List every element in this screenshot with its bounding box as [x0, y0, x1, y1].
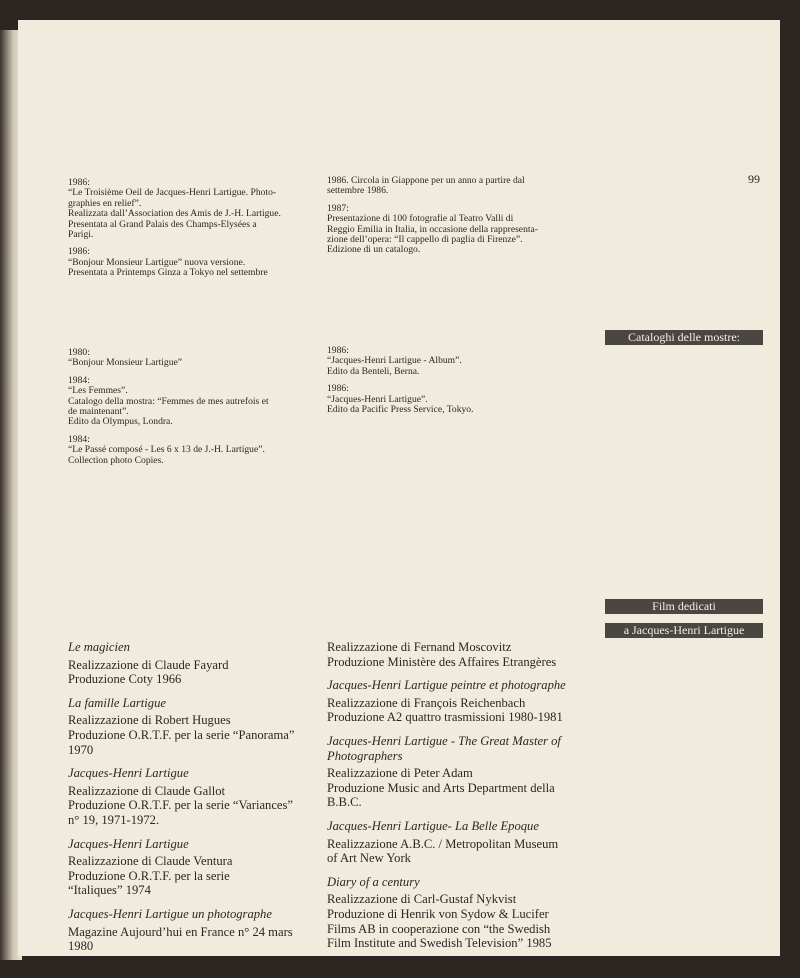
entry-title: Jacques-Henri Lartigue un photographe [68, 906, 272, 921]
entry-line: Produzione Music and Arts Department della [327, 780, 555, 795]
films-right [327, 640, 582, 960]
entry [68, 837, 323, 898]
entry-line: Realizzazione di Claude Ventura [68, 854, 233, 869]
entry-line: 1984: [68, 374, 90, 386]
entry-line: “Le Passé composé - Les 6 x 13 de J.-H. Lartigue”. [68, 444, 265, 456]
entry [327, 176, 577, 197]
entry-line: “Italiques” 1974 [68, 883, 151, 898]
entry-line: Produzione Coty 1966 [68, 672, 182, 687]
entry-line: “Le Troisième Oeil de Jacques-Henri Lartigue. Photo- [68, 187, 277, 199]
entry-line: “Bonjour Monsieur Lartigue” [68, 357, 183, 369]
entry-line: 1986. Circola in Giappone per un anno a partire dal [327, 175, 525, 186]
entry-line: “Les Femmes”. [68, 385, 128, 397]
entry [68, 696, 323, 757]
exhibitions-left [68, 178, 318, 286]
entry-line: Presentazione di 100 fotografie al Teatro Valli di [327, 213, 514, 225]
entry-line: 1984: [68, 433, 90, 445]
entry-line: zione dell’opera: “Il cappello di paglia di Firenze”. [327, 234, 523, 246]
entry [327, 875, 582, 951]
entry-title: Jacques-Henri Lartigue peintre et photographe [327, 678, 566, 693]
entry-line: of Art New York [327, 851, 411, 866]
page-number: 99 [748, 172, 760, 186]
entry-line: Realizzazione di Robert Hugues [68, 713, 231, 728]
entry [327, 346, 577, 377]
entry-title: Le magicien [68, 640, 130, 654]
entry-line: B.B.C. [327, 795, 362, 810]
entry-line: Presentata al Grand Palais des Champs-Elysées a [68, 218, 257, 230]
entry-line: de maintenant”. [68, 406, 129, 418]
entry [327, 204, 577, 256]
entry-title: Diary of a century [327, 874, 420, 889]
entry-line: Produzione Ministère des Affaires Etrangères [327, 654, 557, 669]
entry-line: Magazine Aujourd’hui en France n° 24 mars [68, 924, 293, 939]
entry-line: 1986: [68, 246, 90, 258]
entry-title: Jacques-Henri Lartigue [68, 766, 189, 781]
scan-border [780, 20, 800, 978]
entry-line: Realizzata dall’Association des Amis de J.-H. Lartigue. [68, 208, 281, 220]
section-label-cataloghi: Cataloghi delle mostre: [605, 330, 763, 345]
entry-title: Photographers [327, 748, 403, 763]
entry-title: Jacques-Henri Lartigue- La Belle Epoque [327, 818, 539, 833]
entry-line: Reggio Emilia in Italia, in occasione della rappresenta- [327, 223, 538, 235]
entry-line: Realizzazione di François Reichenbach [327, 695, 526, 710]
entry [327, 819, 582, 866]
entry-line: Realizzazione di Claude Gallot [68, 783, 226, 798]
entry-line: 1986: [68, 177, 90, 188]
entry-line: Realizzazione di Carl-Gustaf Nykvist [327, 892, 517, 907]
section-label-film-subject: a Jacques-Henri Lartigue [605, 623, 763, 638]
entry-line: Catalogo della mostra: “Femmes de mes autrefois et [68, 395, 269, 407]
films-left [68, 640, 323, 963]
entry [68, 907, 323, 954]
entry-line: Produzione O.R.T.F. per la serie [68, 868, 230, 883]
entry-line: 1987: [327, 202, 349, 214]
exhibitions-right [327, 176, 577, 263]
entry-line: Produzione A2 quattro trasmissioni 1980-1981 [327, 710, 563, 725]
entry-line: 1970 [68, 742, 94, 757]
entry-title: Jacques-Henri Lartigue - The Great Master of [327, 733, 561, 748]
entry-line: 1986: [327, 345, 349, 356]
entry [68, 348, 318, 369]
section-label-film: Film dedicati [605, 599, 763, 614]
entry [68, 178, 318, 240]
entry-line: 1980 [68, 939, 94, 954]
entry-title: Jacques-Henri Lartigue [68, 836, 189, 851]
entry-line: Edito da Benteli, Berna. [327, 365, 420, 377]
entry-line: 1980: [68, 347, 90, 358]
entry-line: Film Institute and Swedish Television” 1985 [327, 936, 552, 951]
entry [327, 640, 582, 669]
entry [327, 734, 582, 810]
catalogues-left [68, 348, 318, 473]
entry [68, 435, 318, 466]
entry [327, 678, 582, 725]
entry-line: n° 19, 1971-1972. [68, 812, 160, 827]
entry-line: Produzione O.R.T.F. per la serie “Panorama” [68, 727, 295, 742]
entry-line: Collection photo Copies. [68, 454, 164, 466]
entry-line: Films AB in cooperazione con “the Swedish [327, 921, 551, 936]
catalogues-right [327, 346, 577, 422]
entry-line: Realizzazione di Claude Fayard [68, 657, 229, 672]
entry-line: graphies en relief”. [68, 197, 142, 209]
entry-title: La famille Lartigue [68, 695, 166, 710]
entry [68, 376, 318, 428]
entry-line: Edito da Olympus, Londra. [68, 416, 173, 428]
entry-line: Edizione di un catalogo. [327, 244, 421, 256]
entry [68, 247, 318, 278]
entry-line: Presentata a Printemps Ginza a Tokyo nel settembre [68, 267, 268, 279]
entry-line: “Bonjour Monsieur Lartigue” nuova versione. [68, 256, 246, 268]
entry [327, 384, 577, 415]
entry-line: “Jacques-Henri Lartigue”. [327, 393, 428, 405]
entry-line: Produzione O.R.T.F. per la serie “Variances” [68, 798, 294, 813]
entry [68, 640, 323, 687]
entry-line: Realizzazione A.B.C. / Metropolitan Museum [327, 836, 559, 851]
entry-line: Parigi. [68, 229, 94, 241]
entry-line: Realizzazione di Peter Adam [327, 766, 473, 781]
entry-line: “Jacques-Henri Lartigue - Album”. [327, 355, 462, 367]
entry-line: Edito da Pacific Press Service, Tokyo. [327, 404, 474, 416]
entry-line: Realizzazione di Fernand Moscovitz [327, 640, 512, 654]
entry-line: Produzione di Henrik von Sydow & Lucifer [327, 906, 549, 921]
entry-line: settembre 1986. [327, 185, 389, 197]
entry [68, 766, 323, 827]
entry-line: 1986: [327, 383, 349, 395]
